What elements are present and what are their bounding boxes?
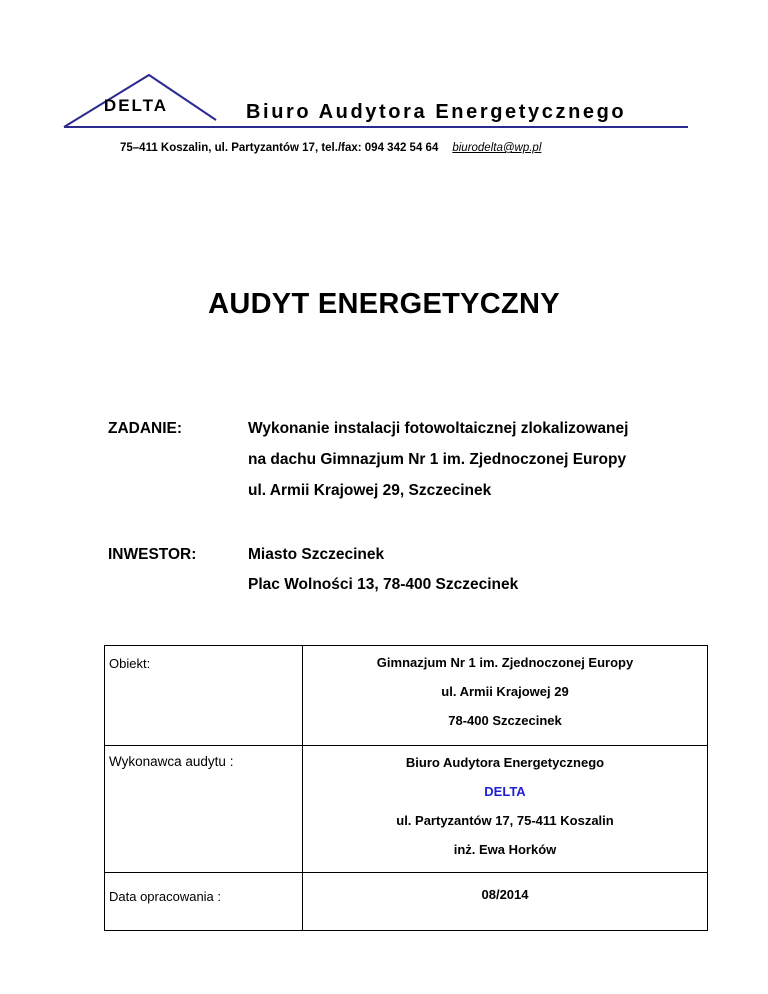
contact-line — [120, 142, 541, 154]
info-table — [104, 645, 708, 931]
contractor-highlight: DELTA — [484, 784, 526, 799]
object-value — [303, 646, 708, 746]
document-title: AUDYT ENERGETYCZNY — [208, 288, 560, 320]
date-label: Data opracowania : — [105, 873, 303, 931]
contractor-label: Wykonawca audytu : — [105, 746, 303, 873]
table-row — [105, 873, 708, 931]
email-link[interactable]: biurodelta@wp.pl — [452, 142, 542, 154]
task-label: ZADANIE: — [108, 420, 183, 437]
contact-address: 75–411 Koszalin, ul. Partyzantów 17, tel./fax: 094 342 54 64 — [120, 142, 439, 154]
table-row — [105, 746, 708, 873]
object-line: 78-400 Szczecinek — [448, 713, 562, 728]
contractor-value — [303, 746, 708, 873]
object-line: ul. Armii Krajowej 29 — [441, 684, 569, 699]
contractor-line: Biuro Audytora Energetycznego — [405, 755, 605, 770]
company-name: Biuro Audytora Energetycznego — [246, 101, 627, 123]
task-line: Wykonanie instalacji fotowoltaicznej zlokalizowanej — [248, 420, 629, 437]
investor-label: INWESTOR: — [108, 546, 197, 563]
object-label: Obiekt: — [105, 646, 303, 746]
investor-line: Miasto Szczecinek — [248, 546, 385, 563]
contractor-line: inż. Ewa Horków — [453, 842, 557, 857]
table-row — [105, 646, 708, 746]
task-line: na dachu Gimnazjum Nr 1 im. Zjednoczonej Europy — [248, 451, 627, 468]
logo-text: DELTA — [103, 96, 169, 115]
contractor-line: ul. Partyzantów 17, 75-411 Koszalin — [396, 813, 614, 828]
task-line: ul. Armii Krajowej 29, Szczecinek — [248, 482, 492, 499]
investor-line: Plac Wolności 13, 78-400 Szczecinek — [248, 576, 519, 593]
letterhead — [0, 0, 768, 170]
date-value: 08/2014 — [303, 873, 708, 931]
object-line: Gimnazjum Nr 1 im. Zjednoczonej Europy — [376, 655, 634, 670]
